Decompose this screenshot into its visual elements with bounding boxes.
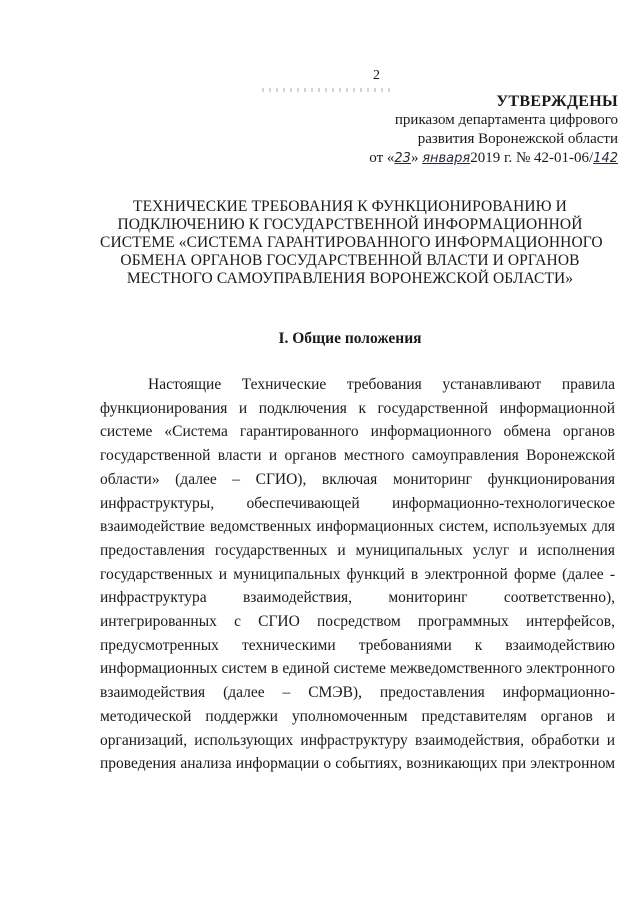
approval-line-2: развития Воронежской области xyxy=(417,131,618,147)
body-line: взаимодействия (далее – СМЭВ), предоставления информационно- xyxy=(100,684,615,702)
section-heading: I. Общие положения xyxy=(278,330,422,347)
body-paragraph xyxy=(100,373,615,776)
body-line: функционирования и подключения к государственной информационной xyxy=(100,399,615,417)
date-mid: » xyxy=(410,150,423,166)
body-line: интегрированных с СГИО посредством программных интерфейсов, xyxy=(100,613,615,631)
title-line: ТЕХНИЧЕСКИЕ ТРЕБОВАНИЯ К ФУНКЦИОНИРОВАНИЮ И xyxy=(133,198,567,215)
handwritten-day: 23 xyxy=(394,151,411,166)
approval-heading: УТВЕРЖДЕНЫ xyxy=(496,93,618,110)
body-line: предоставления государственных и муниципальных услуг и исполнения xyxy=(100,541,615,559)
body-line: государственной власти и органов местного самоуправления Воронежской xyxy=(100,447,615,465)
handwritten-number: 142 xyxy=(593,151,618,166)
body-line: государственных и муниципальных функций в электронной форме (далее - xyxy=(100,565,615,583)
title-line: ПОДКЛЮЧЕНИЮ К ГОСУДАРСТВЕННОЙ ИНФОРМАЦИОННОЙ xyxy=(117,216,583,233)
title-line: СИСТЕМЕ «СИСТЕМА ГАРАНТИРОВАННОГО ИНФОРМАЦИОННОГО xyxy=(100,234,603,251)
date-prefix: от « xyxy=(369,150,395,166)
body-line: информационных систем в единой системе межведомственного электронного xyxy=(100,660,615,678)
approval-date-line xyxy=(318,149,618,168)
body-line: методической поддержки уполномоченным представителям органов и xyxy=(100,707,615,725)
handwritten-month: января xyxy=(422,151,471,166)
body-line: организаций, использующих инфраструктуру взаимодействия, обработки и xyxy=(100,731,615,749)
title-line: МЕСТНОГО САМОУПРАВЛЕНИЯ ВОРОНЕЖСКОЙ ОБЛАСТИ» xyxy=(126,270,574,287)
body-line: взаимодействие ведомственных информационных систем, используемых для xyxy=(100,518,615,536)
date-suffix: 2019 г. № 42-01-06/ xyxy=(470,150,594,166)
body-line: инфраструктура взаимодействия, мониторинг соответственно), xyxy=(100,589,615,607)
approval-line-1: приказом департамента цифрового xyxy=(394,112,618,128)
body-line: инфраструктуры, обеспечивающей информационно-технологическое xyxy=(100,494,615,512)
document-title xyxy=(100,198,603,288)
body-line: проведения анализа информации о событиях, возникающих при электронном xyxy=(100,755,615,773)
page-number: 2 xyxy=(373,68,380,83)
body-line: системе «Система гарантированного информационного обмена органов xyxy=(100,423,615,441)
approval-stamp-block xyxy=(318,92,618,168)
title-line: ОБМЕНА ОРГАНОВ ГОСУДАРСТВЕННОЙ ВЛАСТИ И ОРГАНОВ xyxy=(120,252,580,269)
body-line: предусмотренных техническими требованиями к взаимодействию xyxy=(100,636,615,654)
body-line: Настоящие Технические требования устанавливают правила xyxy=(148,376,615,393)
body-line: области» (далее – СГИО), включая мониторинг функционирования xyxy=(100,470,615,488)
